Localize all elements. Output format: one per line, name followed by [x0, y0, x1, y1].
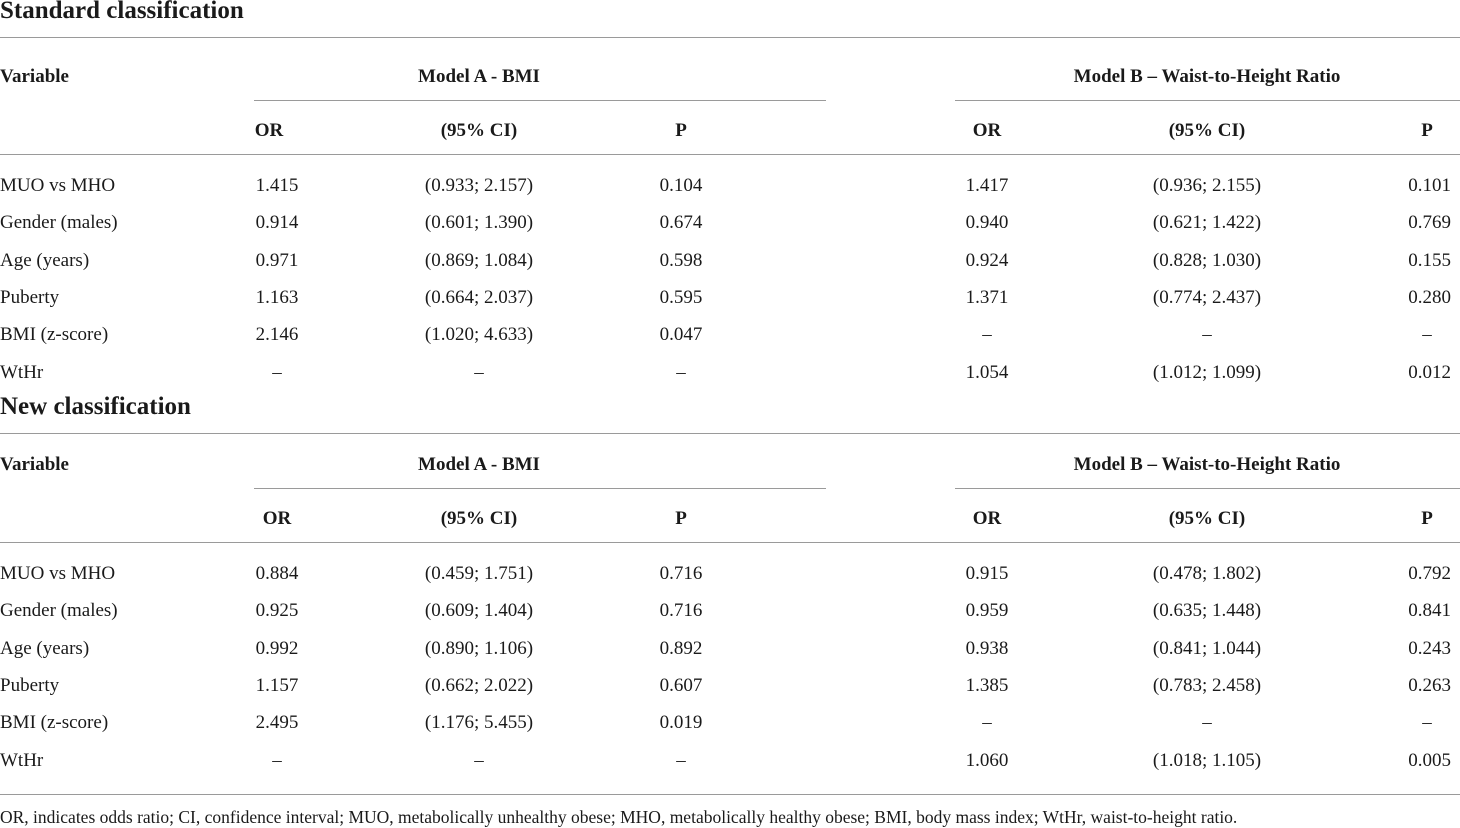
header-model-a: Model A - BMI [418, 66, 540, 87]
cell-a-p: 0.047 [659, 324, 703, 345]
cell-a-ci: (0.662; 2.022) [424, 675, 534, 696]
header-a-or: OR [254, 120, 284, 141]
header-b-p: P [1421, 120, 1433, 141]
cell-b-or: 0.938 [965, 638, 1009, 659]
cell-a-or: – [272, 362, 282, 383]
cell-a-p: 0.104 [659, 175, 703, 196]
cell-a-ci: – [474, 362, 484, 383]
cell-b-or: 1.371 [965, 287, 1009, 308]
cell-variable: BMI (z-score) [0, 324, 109, 345]
cell-b-or: 1.417 [965, 175, 1009, 196]
cell-b-ci: (0.478; 1.802) [1152, 563, 1262, 584]
header-a-ci: (95% CI) [440, 508, 518, 529]
cell-a-p: 0.607 [659, 675, 703, 696]
table-top-rule [0, 433, 1460, 434]
cell-a-ci: (0.601; 1.390) [424, 212, 534, 233]
cell-variable: Puberty [0, 675, 60, 696]
cell-b-or: 0.940 [965, 212, 1009, 233]
cell-a-p: 0.019 [659, 712, 703, 733]
cell-a-or: – [272, 750, 282, 771]
header-a-p: P [675, 120, 687, 141]
cell-b-or: 0.915 [965, 563, 1009, 584]
cell-a-or: 0.971 [255, 250, 299, 271]
header-a-or: OR [262, 508, 292, 529]
header-variable: Variable [0, 454, 69, 475]
cell-b-p: – [1422, 712, 1432, 733]
cell-b-or: 0.924 [965, 250, 1009, 271]
cell-b-p: 0.155 [1408, 250, 1451, 271]
cell-a-ci: (0.890; 1.106) [424, 638, 534, 659]
header-b-p: P [1421, 508, 1433, 529]
cell-b-ci: (1.018; 1.105) [1152, 750, 1262, 771]
cell-variable: WtHr [0, 362, 44, 383]
cell-b-or: – [982, 324, 992, 345]
section-title-standard: Standard classification [0, 0, 244, 24]
cell-b-or: – [982, 712, 992, 733]
cell-b-p: 0.792 [1408, 563, 1451, 584]
cell-a-ci: (1.020; 4.633) [424, 324, 534, 345]
cell-a-or: 0.925 [255, 600, 299, 621]
cell-a-or: 0.914 [255, 212, 299, 233]
cell-variable: Gender (males) [0, 212, 118, 233]
cell-b-ci: (0.635; 1.448) [1152, 600, 1262, 621]
cell-a-or: 1.163 [255, 287, 299, 308]
cell-b-p: 0.280 [1408, 287, 1451, 308]
cell-variable: MUO vs MHO [0, 563, 116, 584]
cell-b-p: – [1422, 324, 1432, 345]
header-b-ci: (95% CI) [1168, 508, 1246, 529]
cell-variable: Gender (males) [0, 600, 118, 621]
cell-a-ci: (0.459; 1.751) [424, 563, 534, 584]
cell-b-or: 1.060 [965, 750, 1009, 771]
cell-variable: Age (years) [0, 250, 90, 271]
cell-b-ci: (0.828; 1.030) [1152, 250, 1262, 271]
header-model-b: Model B – Waist-to-Height Ratio [1073, 66, 1341, 87]
cell-b-p: 0.769 [1408, 212, 1451, 233]
cell-b-ci: (1.012; 1.099) [1152, 362, 1262, 383]
cell-variable: Age (years) [0, 638, 90, 659]
model-a-rule [254, 100, 826, 101]
cell-a-p: 0.716 [659, 563, 703, 584]
cell-b-p: 0.101 [1408, 175, 1451, 196]
header-bottom-rule [0, 154, 1460, 155]
cell-a-or: 2.495 [255, 712, 299, 733]
cell-a-p: 0.674 [659, 212, 703, 233]
model-a-rule [254, 488, 826, 489]
cell-a-ci: (0.933; 2.157) [424, 175, 534, 196]
cell-b-ci: (0.774; 2.437) [1152, 287, 1262, 308]
header-variable: Variable [0, 66, 69, 87]
cell-b-p: 0.243 [1408, 638, 1451, 659]
model-b-rule [955, 100, 1460, 101]
cell-b-p: 0.841 [1408, 600, 1451, 621]
cell-a-or: 2.146 [255, 324, 299, 345]
cell-b-p: 0.012 [1408, 362, 1451, 383]
header-a-p: P [675, 508, 687, 529]
cell-a-p: 0.598 [659, 250, 703, 271]
cell-a-ci: (0.869; 1.084) [424, 250, 534, 271]
header-b-ci: (95% CI) [1168, 120, 1246, 141]
model-b-rule [955, 488, 1460, 489]
cell-variable: Puberty [0, 287, 60, 308]
cell-a-p: 0.595 [659, 287, 703, 308]
header-model-a: Model A - BMI [418, 454, 540, 475]
cell-b-ci: (0.936; 2.155) [1152, 175, 1262, 196]
header-a-ci: (95% CI) [440, 120, 518, 141]
cell-variable: MUO vs MHO [0, 175, 116, 196]
header-bottom-rule [0, 542, 1460, 543]
table-footnote: OR, indicates odds ratio; CI, confidence interval; MUO, metabolically unhealthy obese; MHO, metabolically healthy obese; BMI, body mass index; WtHr, waist-to-height ratio. [0, 807, 1238, 827]
cell-b-or: 1.054 [965, 362, 1009, 383]
cell-variable: BMI (z-score) [0, 712, 109, 733]
cell-b-ci: (0.621; 1.422) [1152, 212, 1262, 233]
cell-variable: WtHr [0, 750, 44, 771]
cell-b-ci: (0.841; 1.044) [1152, 638, 1262, 659]
cell-b-ci: – [1202, 324, 1212, 345]
cell-a-p: – [676, 362, 686, 383]
cell-b-p: 0.263 [1408, 675, 1451, 696]
table-top-rule [0, 37, 1460, 38]
table-bottom-rule [0, 794, 1460, 795]
cell-a-ci: (0.664; 2.037) [424, 287, 534, 308]
cell-a-ci: (0.609; 1.404) [424, 600, 534, 621]
cell-a-or: 1.157 [255, 675, 299, 696]
header-model-b: Model B – Waist-to-Height Ratio [1073, 454, 1341, 475]
cell-b-ci: – [1202, 712, 1212, 733]
header-b-or: OR [972, 120, 1002, 141]
cell-a-ci: – [474, 750, 484, 771]
cell-a-or: 0.884 [255, 563, 299, 584]
header-b-or: OR [972, 508, 1002, 529]
cell-a-p: – [676, 750, 686, 771]
cell-a-p: 0.892 [659, 638, 703, 659]
cell-b-p: 0.005 [1408, 750, 1451, 771]
cell-b-or: 1.385 [965, 675, 1009, 696]
cell-a-or: 0.992 [255, 638, 299, 659]
cell-a-p: 0.716 [659, 600, 703, 621]
cell-a-or: 1.415 [255, 175, 299, 196]
section-title-new: New classification [0, 393, 191, 420]
cell-a-ci: (1.176; 5.455) [424, 712, 534, 733]
cell-b-or: 0.959 [965, 600, 1009, 621]
cell-b-ci: (0.783; 2.458) [1152, 675, 1262, 696]
